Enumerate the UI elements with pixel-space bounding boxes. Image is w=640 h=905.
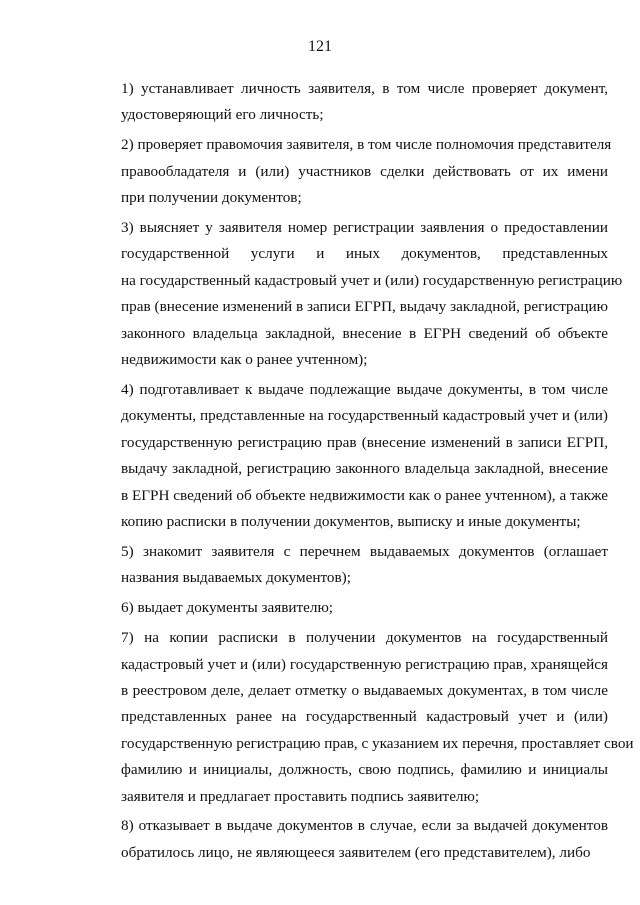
text-line: фамилию и инициалы, должность, свою подпись, фамилию и инициалы	[121, 761, 608, 779]
paragraph	[93, 132, 612, 211]
text-line: при получении документов;	[121, 189, 302, 207]
paragraph	[93, 215, 623, 373]
text-line: государственную регистрацию прав, с указанием их перечня, проставляет свои	[121, 734, 634, 752]
document-body	[93, 76, 634, 870]
paragraph	[93, 595, 608, 621]
text-line: в реестровом деле, делает отметку о выдаваемых документах, в том числе	[121, 681, 608, 699]
paragraph	[93, 539, 608, 592]
text-line: 7) на копии расписки в получении документов на государственный	[121, 629, 608, 647]
text-line: заявителя и предлагает проставить подпись заявителю;	[121, 787, 480, 805]
text-line: правообладателя и (или) участников сделки действовать от их имени	[121, 162, 608, 180]
paragraph	[93, 813, 608, 866]
text-line: прав (внесение изменений в записи ЕГРП, выдачу закладной, регистрацию	[121, 298, 608, 316]
text-line: 6) выдает документы заявителю;	[121, 599, 334, 617]
text-line: представленных ранее на государственный кадастровый учет и (или)	[121, 708, 608, 726]
paragraph	[93, 625, 634, 810]
page-number: 121	[308, 38, 332, 55]
text-line: названия выдаваемых документов);	[121, 569, 351, 587]
paragraph	[93, 377, 608, 535]
text-line: государственную регистрацию прав (внесение изменений в записи ЕГРП,	[121, 433, 608, 451]
text-line: в ЕГРН сведений об объекте недвижимости как о ранее учтенном), а также	[121, 486, 608, 504]
text-line: 4) подготавливает к выдаче подлежащие выдаче документы, в том числе	[121, 380, 608, 398]
text-line: 2) проверяет правомочия заявителя, в том числе полномочия представителя	[121, 136, 612, 154]
text-line: выдачу закладной, регистрацию законного владельца закладной, внесение	[121, 460, 608, 478]
paragraph	[93, 76, 608, 129]
text-line: копию расписки в получении документов, выписку и иные документы;	[121, 513, 581, 530]
text-line: недвижимости как о ранее учтенном);	[121, 351, 368, 369]
text-line: кадастровый учет и (или) государственную регистрацию прав, хранящейся	[121, 655, 608, 673]
text-line: 8) отказывает в выдаче документов в случае, если за выдачей документов	[121, 817, 608, 835]
text-line: 1) устанавливает личность заявителя, в том числе проверяет документ,	[121, 80, 608, 97]
text-line: на государственный кадастровый учет и (или) государственную регистрацию	[121, 271, 623, 289]
text-line: законного владельца закладной, внесение в ЕГРН сведений об объекте	[121, 324, 608, 342]
text-line: 5) знакомит заявителя с перечнем выдаваемых документов (оглашает	[121, 542, 608, 560]
text-line: документы, представленные на государственный кадастровый учет и (или)	[121, 407, 608, 425]
text-line: удостоверяющий его личность;	[121, 106, 324, 124]
text-line: обратилось лицо, не являющееся заявителем (его представителем), либо	[121, 843, 591, 861]
text-line: государственной услуги и иных документов, представленных	[121, 245, 608, 263]
text-line: 3) выясняет у заявителя номер регистрации заявления о предоставлении	[121, 219, 608, 237]
